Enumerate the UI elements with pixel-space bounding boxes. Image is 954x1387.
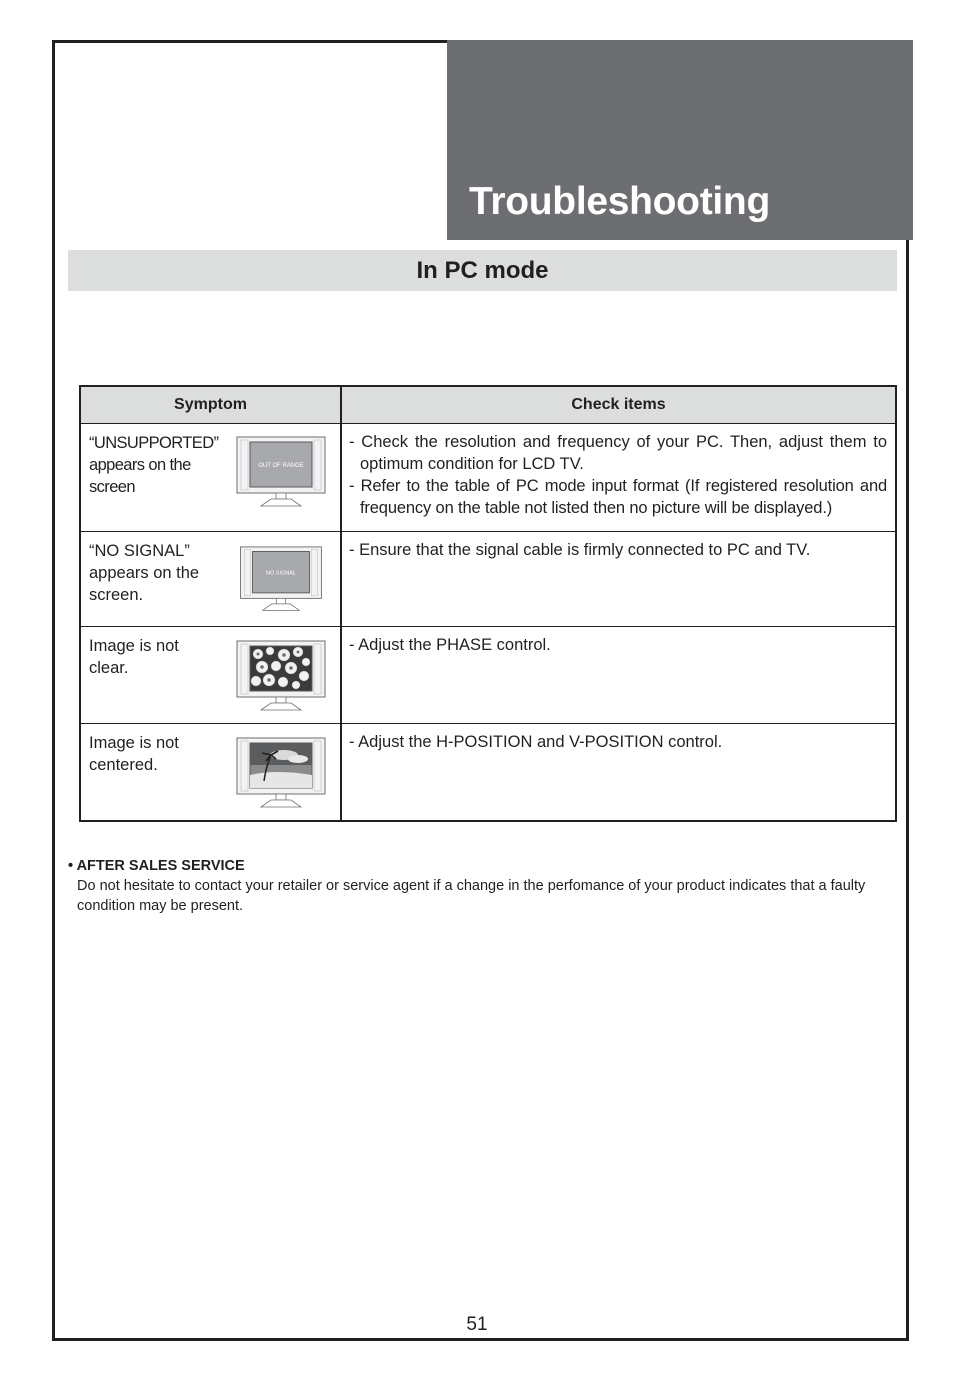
table-row (80, 627, 896, 724)
page-number: 51 (466, 1314, 488, 1335)
check-item: - Adjust the H-POSITION and V-POSITION control. (349, 733, 723, 751)
symptom-text: Image is not clear. (89, 637, 179, 677)
note-body: Do not hesitate to contact your retailer or service agent if a change in the perfomance of your product indicates that a faulty condition may be present. (77, 878, 866, 914)
section-title: In PC mode (416, 257, 549, 284)
symptom-text: “UNSUPPORTED” appears on the screen (89, 434, 219, 496)
check-items-cell (341, 627, 896, 724)
title-banner (447, 40, 913, 240)
check-items-cell (341, 424, 896, 532)
table-header-row (80, 386, 896, 424)
table-row (80, 724, 896, 821)
table-row (80, 532, 896, 627)
symptom-cell (80, 724, 341, 821)
check-item: - Check the resolution and frequency of your PC. Then, adjust them to optimum condition for LCD TV. (349, 433, 887, 473)
troubleshooting-table (79, 385, 897, 822)
table-row (80, 424, 896, 532)
tv-no-signal-icon (238, 546, 324, 614)
symptom-cell (80, 424, 341, 532)
tv-screen-text: OUT OF RANGE (258, 463, 304, 469)
tv-beach-off-center-icon (236, 737, 326, 811)
note-heading: • AFTER SALES SERVICE (68, 858, 245, 874)
page-title: Troubleshooting (469, 180, 770, 223)
check-items-cell (341, 724, 896, 821)
check-item: - Ensure that the signal cable is firmly connected to PC and TV. (349, 541, 811, 559)
symptom-text: Image is not centered. (89, 734, 179, 774)
tv-out-of-range-icon (236, 436, 326, 510)
check-item: - Adjust the PHASE control. (349, 636, 551, 654)
check-item: - Refer to the table of PC mode input format (If registered resolution and frequency on the table not listed then no picture will be displayed.) (349, 477, 887, 517)
symptom-text: “NO SIGNAL” appears on the screen. (89, 542, 200, 604)
tv-screen-text: NO SIGNAL (266, 570, 296, 577)
after-sales-note (68, 856, 900, 916)
symptom-cell (80, 627, 341, 724)
tv-blurry-flowers-icon (236, 640, 326, 714)
check-items-cell (341, 532, 896, 627)
section-header (68, 250, 897, 291)
column-header-check-items: Check items (341, 386, 896, 424)
symptom-cell (80, 532, 341, 627)
column-header-symptom: Symptom (80, 386, 341, 424)
